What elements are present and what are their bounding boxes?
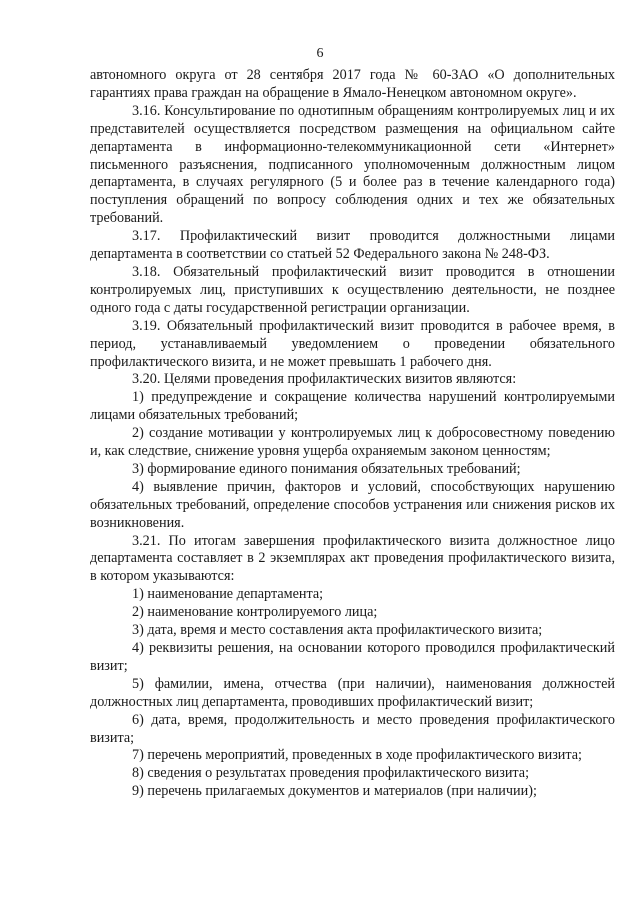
paragraph: 3.20. Целями проведения профилактических визитов являются:	[132, 371, 517, 388]
paragraph: 1) предупреждение и сокращение количества нарушений контролируемыми лицами обязательных требований;	[90, 389, 615, 424]
paragraph: 1) наименование департамента;	[132, 586, 324, 603]
paragraph: 4) выявление причин, факторов и условий, способствующих нарушению обязательных требований, определение способов устранения или снижения рисков их возникновения.	[90, 478, 615, 531]
paragraph: 2) создание мотивации у контролируемых лиц к добросовестному поведению и, как следствие, снижение уровня ущерба охраняемым законом ценностям;	[90, 425, 615, 460]
page-number: 6	[316, 46, 324, 61]
paragraph: 4) реквизиты решения, на основании которого проводился профилактический визит;	[90, 640, 615, 674]
paragraph: 3.21. По итогам завершения профилактического визита должностное лицо департамента составляет в 2 экземплярах акт проведения профилактического визита, в котором указываются:	[90, 532, 615, 585]
paragraph: автономного округа от 28 сентября 2017 года № 60-ЗАО «О дополнительных гарантиях права граждан на обращение в Ямало-Ненецком автономном округе».	[90, 67, 615, 101]
paragraph: 8) сведения о результатах проведения профилактического визита;	[132, 765, 530, 782]
paragraph: 2) наименование контролируемого лица;	[132, 604, 378, 621]
paragraph: 5) фамилии, имена, отчества (при наличии), наименования должностей должностных лиц департамента, проводивших профилактический визит;	[90, 675, 615, 710]
paragraph: 6) дата, время, продолжительность и место проведения профилактического визита;	[90, 711, 615, 746]
document-body	[90, 67, 615, 801]
paragraph: 3.19. Обязательный профилактический визит проводится в рабочее время, в период, устанавливаемый уведомлением о проведении обязательного профилактического визита, и не может превышать 1 рабочего дня.	[90, 317, 615, 370]
paragraph: 3) дата, время и место составления акта профилактического визита;	[132, 622, 543, 639]
paragraph: 3.17. Профилактический визит проводится должностными лицами департамента в соответствии со статьей 52 Федерального закона № 248-ФЗ.	[90, 228, 615, 263]
paragraph: 3) формирование единого понимания обязательных требований;	[132, 460, 521, 477]
paragraph: 3.18. Обязательный профилактический визит проводится в отношении контролируемых лиц, приступивших к осуществлению деятельности, не позднее одного года с даты государственной регистрации организации.	[90, 263, 615, 316]
paragraph: 3.16. Консультирование по однотипным обращениям контролируемых лиц и их представителей осуществляется посредством размещения на официальном сайте департамента в информационно-телекоммуникационной сети «Интернет» письменного разъяснения, подписанного уполномоченным должностным лицом департамента, в случаях регулярного (5 и более раз в течение календарного года) поступления обращений по вопросу соблюдения одних и тех же обязательных требований.	[90, 102, 615, 227]
paragraph: 7) перечень мероприятий, проведенных в ходе профилактического визита;	[132, 747, 583, 764]
paragraph: 9) перечень прилагаемых документов и материалов (при наличии);	[132, 783, 537, 800]
